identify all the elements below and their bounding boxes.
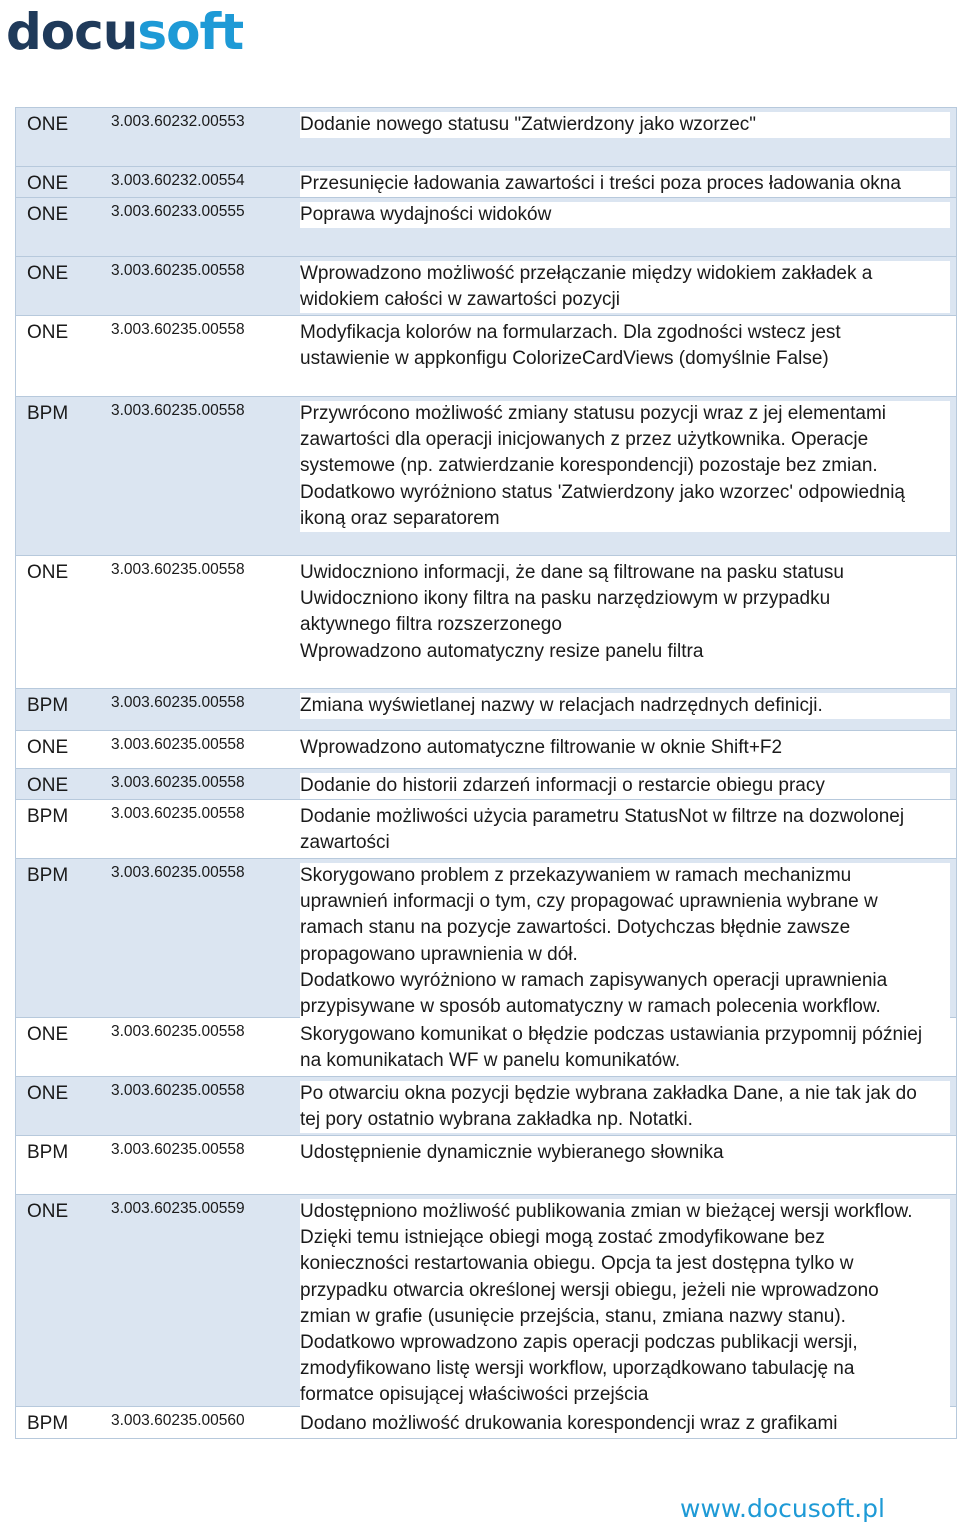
table-row (16, 397, 956, 556)
version-cell: 3.003.60235.00558 (111, 864, 245, 881)
module-cell: ONE (27, 1083, 69, 1104)
table-row (16, 689, 956, 731)
table-row (16, 1077, 956, 1136)
version-cell: 3.003.60235.00558 (111, 774, 245, 791)
version-cell: 3.003.60235.00558 (111, 402, 245, 419)
version-cell: 3.003.60235.00559 (111, 1200, 245, 1217)
description-line: Dodanie możliwości użycia parametru StatusNot w filtrze na dozwolonej (300, 806, 905, 827)
version-cell: 3.003.60235.00558 (111, 1141, 245, 1158)
table-row (16, 556, 956, 689)
module-cell: BPM (27, 865, 69, 886)
changelog-table (15, 107, 957, 1439)
table-row (16, 1407, 956, 1438)
footer-url[interactable]: www.docusoft.pl (680, 1494, 885, 1523)
table-row (16, 316, 956, 397)
description-line: systemowe (np. zatwierdzanie korespondencji) pozostaje bez zmian. (300, 455, 878, 477)
module-cell: ONE (27, 775, 69, 796)
description-line: zmodyfikowano listę wersji workflow, uporządkowano tabulację na (300, 1358, 855, 1380)
description-cell (299, 769, 956, 799)
version-cell: 3.003.60235.00558 (111, 561, 245, 578)
description-cell (299, 316, 956, 396)
description-line: Dodano możliwość drukowania korespondencji wraz z grafikami (300, 1413, 838, 1434)
description-cell (299, 1136, 956, 1194)
description-line: przypisywane w sposób automatyczny w ramach polecenia workflow. (300, 996, 881, 1018)
module-cell: BPM (27, 1142, 69, 1163)
version-cell: 3.003.60232.00553 (111, 113, 245, 130)
table-row (16, 731, 956, 769)
description-cell (299, 108, 956, 166)
module-cell: ONE (27, 1024, 69, 1045)
description-cell (299, 1077, 956, 1135)
description-line: konieczności restartowania obiegu. Opcja ta jest dostępna tylko w (300, 1253, 854, 1275)
description-cell (299, 397, 956, 555)
description-line: Dzięki temu istniejące obiegi mogą zostać zmodyfikowane bez (300, 1227, 825, 1249)
description-line: propagowano uprawnienia w dół. (300, 943, 578, 965)
description-line: na komunikatach WF w panelu komunikatów. (300, 1050, 681, 1072)
module-cell: ONE (27, 562, 69, 583)
description-line: przypadku otwarcia określonej wersji obiegu, jeżeli nie wprowadzono (300, 1279, 879, 1301)
description-line: ikoną oraz separatorem (300, 507, 500, 529)
description-line: Skorygowano komunikat o błędzie podczas ustawiania przypomnij później (300, 1024, 923, 1045)
logo-part-docu: docu (6, 3, 138, 61)
description-cell (299, 1407, 956, 1438)
description-line: Dodatkowo wprowadzono zapis operacji podczas publikacji wersji, (300, 1332, 858, 1354)
description-line: ustawienie w appkonfigu ColorizeCardViews (domyślnie False) (300, 348, 829, 370)
table-row (16, 800, 956, 859)
description-line: uprawnień informacji o tym, czy propagować uprawnienia wybrane w (300, 891, 878, 913)
table-row (16, 257, 956, 316)
description-line: zawartości (300, 832, 390, 854)
table-row (16, 108, 956, 167)
description-line: ramach stanu na pozycje zawartości. Dotychczas błędnie zawsze (300, 917, 851, 939)
description-line: Przesunięcie ładowania zawartości i treści poza proces ładowania okna (300, 173, 901, 194)
description-line: Wprowadzono możliwość przełączanie między widokiem zakładek a (300, 263, 873, 284)
description-line: Poprawa wydajności widoków (300, 204, 552, 225)
module-cell: ONE (27, 1201, 69, 1222)
version-cell: 3.003.60232.00554 (111, 172, 245, 189)
description-line: Po otwarciu okna pozycji będzie wybrana zakładka Dane, a nie tak jak do (300, 1083, 917, 1104)
version-cell: 3.003.60235.00558 (111, 694, 245, 711)
module-cell: ONE (27, 263, 69, 284)
description-line: Dodatkowo wyróżniono status 'Zatwierdzony jako wzorzec' odpowiednią (300, 481, 906, 503)
description-cell (299, 689, 956, 730)
description-line: Udostępnienie dynamicznie wybieranego słownika (300, 1142, 724, 1163)
description-line: aktywnego filtra rozszerzonego (300, 614, 562, 636)
description-line: Dodatkowo wyróżniono w ramach zapisywanych operacji uprawnienia (300, 969, 888, 991)
module-cell: BPM (27, 806, 69, 827)
version-cell: 3.003.60235.00560 (111, 1412, 245, 1429)
module-cell: BPM (27, 1413, 69, 1434)
table-row (16, 769, 956, 800)
description-line: Wprowadzono automatyczny resize panelu filtra (300, 640, 704, 662)
description-line: Uwidoczniono ikony filtra na pasku narzędziowym w przypadku (300, 588, 831, 610)
module-cell: ONE (27, 173, 69, 194)
description-line: Dodanie nowego statusu "Zatwierdzony jako wzorzec" (300, 114, 756, 135)
docusoft-logo (6, 2, 243, 62)
table-row (16, 1195, 956, 1407)
version-cell: 3.003.60235.00558 (111, 321, 245, 338)
description-cell (299, 556, 956, 688)
module-cell: ONE (27, 204, 69, 225)
version-cell: 3.003.60235.00558 (111, 1023, 245, 1040)
table-row (16, 198, 956, 257)
description-line: Modyfikacja kolorów na formularzach. Dla zgodności wstecz jest (300, 322, 841, 343)
version-cell: 3.003.60235.00558 (111, 262, 245, 279)
table-row (16, 859, 956, 1018)
description-cell (299, 198, 956, 256)
description-line: Uwidoczniono informacji, że dane są filtrowane na pasku statusu (300, 562, 844, 583)
description-cell (299, 1018, 956, 1076)
version-cell: 3.003.60235.00558 (111, 805, 245, 822)
module-cell: BPM (27, 403, 69, 424)
description-line: widokiem całości w zawartości pozycji (300, 289, 620, 311)
description-line: Udostępniono możliwość publikowania zmian w bieżącej wersji workflow. (300, 1201, 913, 1222)
description-cell (299, 167, 956, 197)
version-cell: 3.003.60233.00555 (111, 203, 245, 220)
description-line: Dodanie do historii zdarzeń informacji o restarcie obiegu pracy (300, 775, 825, 796)
description-cell (299, 800, 956, 858)
module-cell: ONE (27, 737, 69, 758)
description-line: zawartości dla operacji inicjowanych z przez użytkownika. Operacje (300, 429, 869, 451)
table-row (16, 1018, 956, 1077)
description-cell (299, 1195, 956, 1406)
module-cell: BPM (27, 695, 69, 716)
description-line: Wprowadzono automatyczne filtrowanie w oknie Shift+F2 (300, 737, 783, 758)
description-line: Zmiana wyświetlanej nazwy w relacjach nadrzędnych definicji. (300, 695, 823, 716)
version-cell: 3.003.60235.00558 (111, 736, 245, 753)
description-line: zmian w grafie (usunięcie przejścia, stanu, zmiana nazwy stanu). (300, 1305, 846, 1327)
version-cell: 3.003.60235.00558 (111, 1082, 245, 1099)
description-line: Skorygowano problem z przekazywaniem w ramach mechanizmu (300, 865, 852, 886)
module-cell: ONE (27, 322, 69, 343)
table-row (16, 1136, 956, 1195)
description-line: formatce opisującej właściwości przejścia (300, 1384, 649, 1406)
description-line: tej pory ostatnio wybrana zakładka np. Notatki. (300, 1109, 693, 1131)
description-cell (299, 859, 956, 1017)
description-cell (299, 731, 956, 768)
module-cell: ONE (27, 114, 69, 135)
description-cell (299, 257, 956, 315)
logo-part-soft: soft (137, 3, 244, 61)
description-line: Przywrócono możliwość zmiany statusu pozycji wraz z jej elementami (300, 403, 887, 424)
table-row (16, 167, 956, 198)
